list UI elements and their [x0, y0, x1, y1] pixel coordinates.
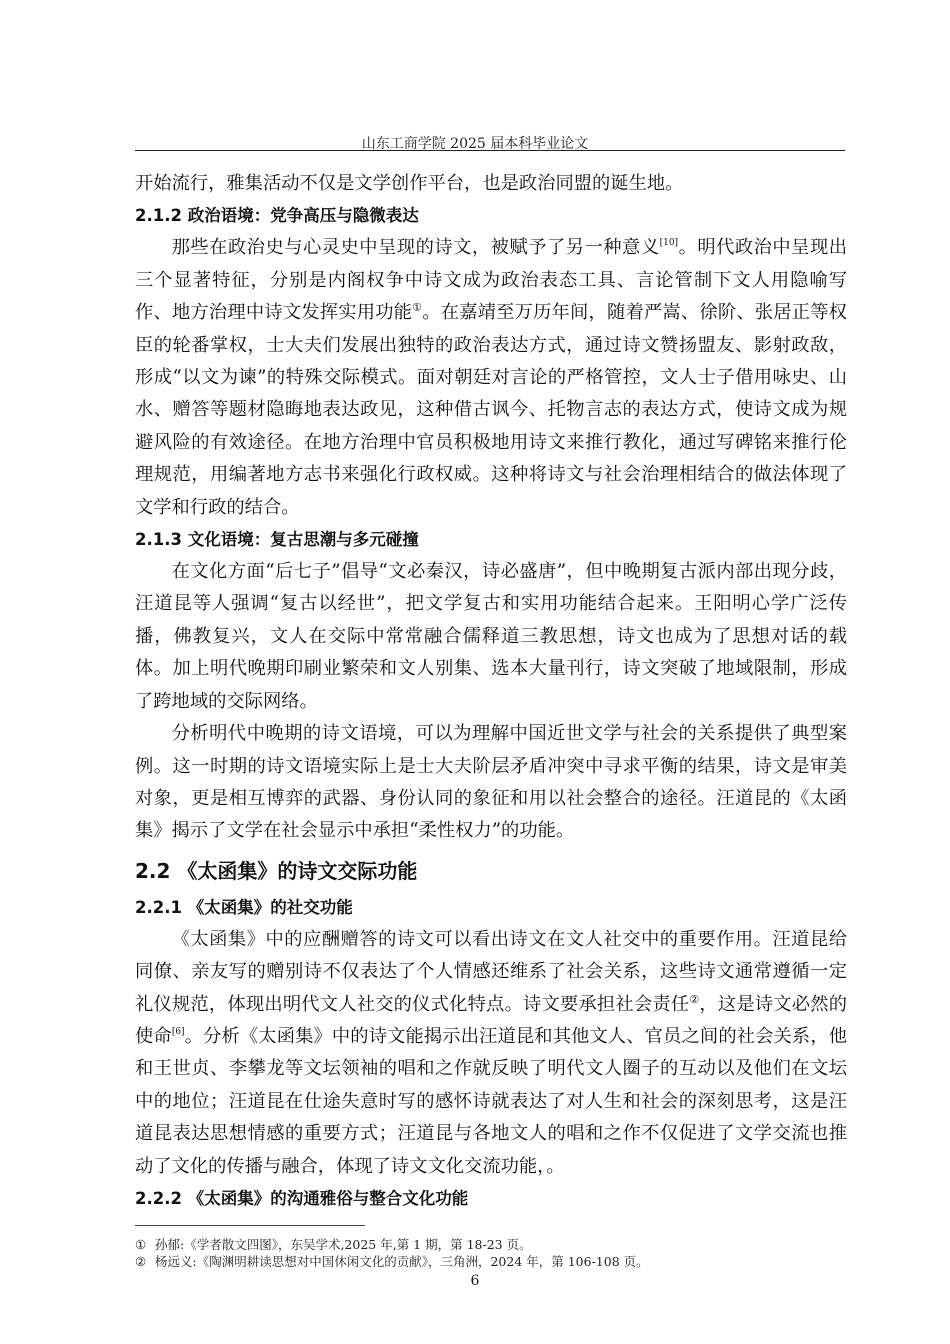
text-span: 。在嘉靖至万历年间，随着严嵩、徐阶、张居正等权臣的轮番掌权，士大夫们发展出独特的政治表达方式，通过诗文赞扬盟友、影射政敌，形成“以文为谏”的特殊交际模式。面对朝廷对言论的严格管控，文人士子借用咏史、山水、赠答等题材隐晦地表达政见，这种借古讽今、托物言志的表达方式，使诗文成为规避风险的有效途径。在地方治理中官员积极地用诗文来推行教化，通过写碑铭来推行伦理规范，用编著地方志书来强化行政权威。这种将诗文与社会治理相结合的做法体现了文学和行政的结合。	[135, 302, 847, 518]
footnote-rule	[135, 1225, 365, 1226]
footnotes	[135, 1236, 847, 1270]
text-span: 。明代政治中呈现出三个显著特征，分别是内阁权争中诗文成为政治表态工具、言论管制下文人用隐喻写作、地方治理中诗文发挥实用功能	[135, 237, 848, 324]
citation-marker[interactable]: [6]	[171, 1026, 185, 1037]
section-heading-2-2: 2.2 《太函集》的诗文交际功能	[135, 858, 418, 883]
subsection-heading-2-2-2: 2.2.2 《太函集》的沟通雅俗与整合文化功能	[135, 1188, 469, 1208]
body-text	[135, 168, 847, 1215]
paragraph-social-function	[135, 924, 847, 1183]
running-header: 山东工商学院 2025 届本科毕业论文	[361, 136, 589, 152]
text-span: ，这是诗文必然的使命	[135, 993, 847, 1047]
paragraph-political-context	[135, 232, 847, 524]
subsection-heading-2-1-2: 2.1.2 政治语境：党争高压与隐微表达	[135, 206, 419, 226]
subsection-heading-2-2-1: 2.2.1 《太函集》的社交功能	[135, 897, 353, 917]
footnote-marker[interactable]: ①	[412, 301, 423, 315]
footnote-number: ②	[135, 1254, 147, 1269]
page-number: 6	[470, 1273, 480, 1289]
text-span: 。分析《太函集》中的诗文能揭示出汪道昆和其他文人、官员之间的社会关系，他和王世贞、李攀龙等文坛领袖的唱和之作就反映了明代文人圈子的互动以及他们在文坛中的地位；汪道昆在仕途失意时写的感怀诗就表达了对人生和社会的深刻思考，这是汪道昆表达思想情感的重要方式；汪道昆与各地文人的唱和之作不仅促进了文学交流也推动了文化的传播与融合，体现了诗文文化交流功能，。	[135, 1025, 848, 1177]
text-span: 《太函集》中的应酬赠答的诗文可以看出诗文在文人社交中的重要作用。汪道昆给同僚、亲友写的赠别诗不仅表达了个人情感还维系了社会关系，这些诗文通常遵循一定礼仪规范，体现出明代文人社交的仪式化特点。诗文要承担社会责任	[135, 928, 847, 1015]
footnote-item	[135, 1253, 847, 1270]
paragraph-continuation: 开始流行，雅集活动不仅是文学创作平台，也是政治同盟的诞生地。	[135, 173, 684, 194]
paragraph-cultural-context: 在文化方面“后七子”倡导“文必秦汉，诗必盛唐”，但中晚期复古派内部出现分歧，汪道昆等人强调“复古以经世”，把文学复古和实用功能结合起来。王阳明心学广泛传播，佛教复兴，文人在交际中常常融合儒释道三教思想，诗文也成为了思想对话的载体。加上明代晚期印刷业繁荣和文人别集、选本大量刊行，诗文突破了地域限制，形成了跨地域的交际网络。	[135, 561, 847, 712]
subsection-heading-2-1-3: 2.1.3 文化语境：复古思潮与多元碰撞	[135, 530, 419, 550]
footnote-item	[135, 1236, 847, 1253]
footnote-marker[interactable]: ②	[689, 992, 700, 1006]
citation-marker[interactable]: [10]	[659, 238, 679, 249]
footnote-text: 杨远义:《陶渊明耕读思想对中国休闲文化的贡献》，三角洲，2024 年，第 106-108 页。	[155, 1254, 649, 1269]
footnote-text: 孙郁:《学者散文四图》，东吴学术,2025 年,第 1 期，第 18-23 页。	[155, 1237, 532, 1252]
footnote-number: ①	[135, 1237, 147, 1252]
paragraph-summary: 分析明代中晚期的诗文语境，可以为理解中国近世文学与社会的关系提供了典型案例。这一时期的诗文语境实际上是士大夫阶层矛盾冲突中寻求平衡的结果，诗文是审美对象，更是相互博弈的武器、身份认同的象征和用以社会整合的途径。汪道昆的《太函集》揭示了文学在社会显示中承担“柔性权力”的功能。	[135, 723, 847, 842]
header-rule	[135, 150, 845, 151]
text-span: 那些在政治史与心灵史中呈现的诗文，被赋予了另一种意义	[171, 237, 660, 259]
